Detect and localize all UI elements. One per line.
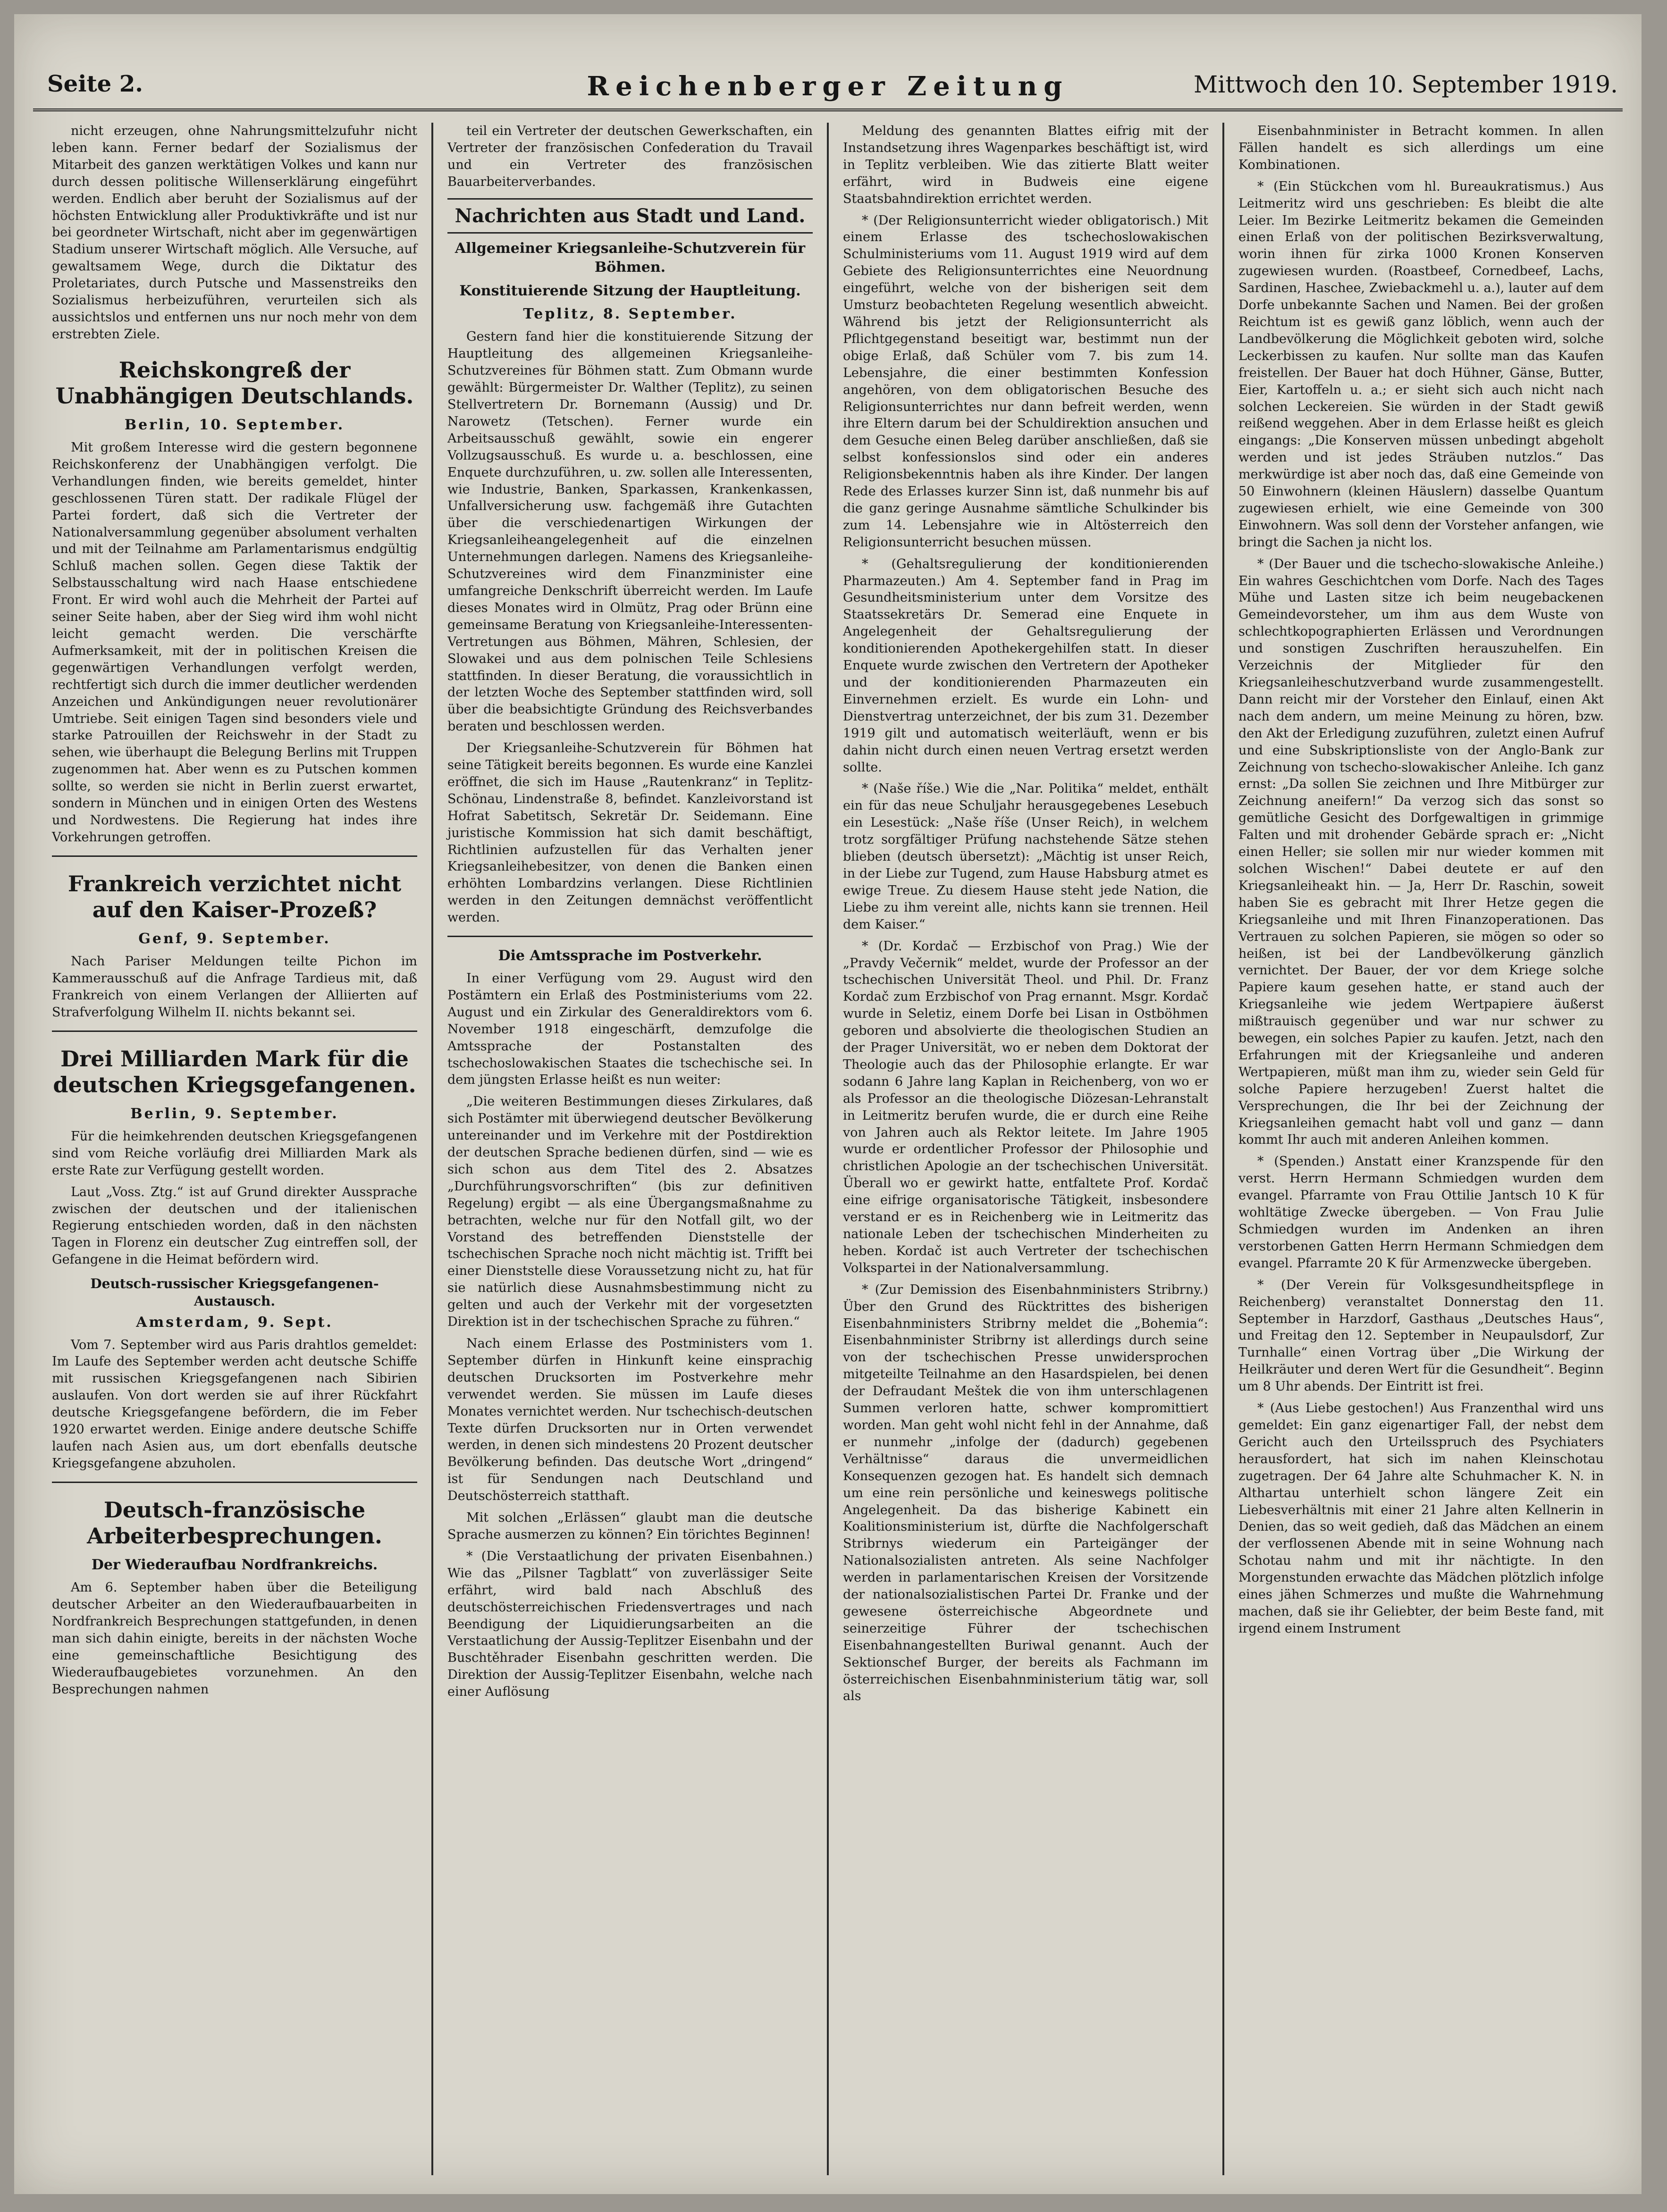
issue-date: Mittwoch den 10. September 1919. xyxy=(1194,71,1618,98)
paragraph: * (Spenden.) Anstatt einer Kranzspende für den verst. Herrn Hermann Schmiedgen wurden dem evangel. Pfarramte von Frau Ottilie Jantsch 10 K für wohltätige Zwecke übergeben. — Von Frau Julie Schmiedgen wurden im Andenken an ihren verstorbenen Gatten Herrn Hermann Schmiedgen dem evangel. Pfarramte 20 K für Armenzwecke übergeben. xyxy=(1238,1154,1604,1271)
divider xyxy=(52,855,417,857)
page-number: Seite 2. xyxy=(47,71,143,97)
column-4 xyxy=(1224,123,1618,2175)
divider xyxy=(52,1482,417,1483)
paragraph: In einer Verfügung vom 29. August wird den Postämtern ein Erlaß des Postministeriums vom 22. August und ein Zirkular des Generaldirektors vom 6. November 1918 eingeschärft, demzufolge die Amtssprache der Postanstalten des tschechoslowakischen Staates die tschechische sei. In dem jüngsten Erlasse heißt es nun weiter: xyxy=(447,971,813,1088)
paragraph: * (Naše říše.) Wie die „Nar. Politika“ meldet, enthält ein für das neue Schuljahr herausgegebenes Lesebuch ein Lesestück: „Naše říše (Unser Reich), in welchem trotz sorgfältiger Prüfung nachstehende Sätze stehen blieben (deutsch übersetzt): „Mächtig ist unser Reich, in der Liebe zur Tugend, zum Hause Habsburg atmet es ewige Treue. Zu diesem Hause steht jede Nation, die Liebe zu ihm vereint alle, nichts kann sie trennen. Heil dem Kaiser.“ xyxy=(843,781,1208,932)
article-title: Deutsch-russischer Kriegsgefangenen-Austausch. xyxy=(90,1276,379,1309)
article-dateline: Amsterdam, 9. Sept. xyxy=(136,1314,333,1331)
article-body xyxy=(52,953,417,1021)
paragraph: Vom 7. September wird aus Paris drahtlos gemeldet: Im Laufe des September werden acht deutsche Schiffe mit russischen Kriegsgefangenen nach Sibirien auslaufen. Von dort werden sie auf ihrer Rückfahrt deutsche Kriegsgefangene befördern, die im Feber 1920 erwartet werden. Einige andere deutsche Schiffe laufen nach Asien aus, um dort ebenfalls deutsche Kriegsgefangene abzuholen. xyxy=(52,1337,417,1471)
article-dateline: Teplitz, 8. September. xyxy=(523,306,737,323)
column-3 xyxy=(829,123,1224,2175)
article-title: Deutsch-französische Arbeiterbesprechungen. xyxy=(87,1497,382,1549)
paragraph: Nach einem Erlasse des Postministers vom 1. September dürfen in Hinkunft keine einsprachig deutschen Drucksorten im Postverkehre mehr verwendet werden. Sie müssen im Laufe dieses Monates vernichtet werden. Nur tschechisch-deutschen Texte dürfen Drucksorten nur in Orten verwendet werden, in denen sich mindestens 20 Prozent deutscher Bevölkerung befinden. Das deutsche Wort „dringend“ ist für Sendungen nach Deutschland und Deutschösterreich statthaft. xyxy=(447,1336,813,1504)
paragraph: * (Aus Liebe gestochen!) Aus Franzenthal wird uns gemeldet: Ein ganz eigenartiger Fall, der nebst dem Gericht auch den Urteilsspruch des Psychiaters herausfordert, hat sich im nahen Kleinschotau zugetragen. Der 64 Jahre alte Schuhmacher K. N. in Althartau unterhielt schon längere Zeit ein Liebesverhältnis mit einer 21 Jahre alten Kellnerin in Denien, das so weit gedieh, daß das Mädchen an einem der verflossenen Abende mit in seine Wohnung nach Schotau nahm und mit ihr nächtigte. In den Morgenstunden erwachte das Mädchen plötzlich infolge eines jähen Schmerzes und mußte die Wahrnehmung machen, daß sie ihr Geliebter, der beim Beste fand, mit irgend einem Instrument xyxy=(1238,1401,1604,1636)
article-body xyxy=(52,1128,417,1268)
paragraph: * (Gehaltsregulierung der konditionierenden Pharmazeuten.) Am 4. September fand in Prag im Gesundheitsministerium unter dem Vorsitze des Staatssekretärs Dr. Semerad eine Enquete in Angelegenheit der Gehaltsregulierung der konditionierenden Apothekergehilfen statt. In dieser Enquete wurde zwischen den Vertretern der Apotheker und der konditionierenden Pharmazeuten ein Einvernehmen erzielt. Es wurde ein Lohn- und Dienstvertrag unterzeichnet, der bis zum 31. Dezember 1919 gilt und automatisch weiterläuft, wenn er bis dahin nicht durch einen neuen Vertrag ersetzt werden sollte. xyxy=(843,556,1208,775)
paragraph: Meldung des genannten Blattes eifrig mit der Instandsetzung ihres Wagenparkes beschäftigt ist, wird in Teplitz verbleiben. Wie das zitierte Blatt weiter erfährt, wird in Budweis eine eigene Staatsbahndirektion errichtet werden. xyxy=(843,124,1208,206)
section-heading: Nachrichten aus Stadt und Land. xyxy=(447,198,813,234)
paragraph: * (Ein Stückchen vom hl. Bureaukratismus.) Aus Leitmeritz wird uns geschrieben: Es bleibt die alte Leier. Im Bezirke Leitmeritz bekamen die Gemeinden einen Erlaß von der politischen Bezirksverwaltung, worin ihnen für zirka 1000 Kronen Konserven zugewiesen wurden. (Roastbeef, Cornedbeef, Lachs, Sardinen, Haschee, Zwiebackmehl u. a.), lauter auf dem Dorfe unbekannte Sachen und Namen. Bei der großen Reichtum ist es gewiß ganz löblich, wenn auch der Landbevölkerung die Möglichkeit geboten wird, solche Leckerbissen zu kaufen. Nur sollte man das Kaufen freistellen. Der Bauer hat doch Hühner, Gänse, Butter, Eier, Kartoffeln u. a.; er sieht sich auch nicht nach solchen Leckereien. Sie würden in der Stadt gewiß reißend weggehen. Aber in dem Erlasse heißt es gleich eingangs: „Die Konserven müssen unbedingt abgeholt werden und ist jedes Sträuben nutzlos.“ Das merkwürdige ist aber noch das, daß eine Gemeinde von 50 Einwohnern (kleinen Häuslern) dasselbe Quantum zugewiesen erhielt, wie eine Gemeinde von 300 Einwohnern. Was soll denn der Vorsteher anfangen, wie bringt die Sachen ja nicht los. xyxy=(1238,179,1604,550)
article-body xyxy=(52,1579,417,1698)
paragraph: teil ein Vertreter der deutschen Gewerkschaften, ein Vertreter der französischen Confederation du Travail und ein Vertreter des französischen Bauarbeiterverbandes. xyxy=(447,124,813,189)
article-dateline: Berlin, 10. September. xyxy=(124,417,345,434)
paragraph: * (Der Verein für Volksgesundheitspflege in Reichenberg) veranstaltet Donnerstag den 11. September in Harzdorf, Gasthaus „Deutsches Haus“, und Freitag den 12. September in Neupaulsdorf, Zur Turnhalle“ einen Vortrag über „Die Wirkung der Heilkräuter und deren Wert für die Gesundheit“. Beginn um 8 Uhr abends. Der Eintritt ist frei. xyxy=(1238,1277,1604,1394)
article-body xyxy=(447,970,813,1701)
paragraph: nicht erzeugen, ohne Nahrungsmittelzufuhr nicht leben kann. Ferner bedarf der Sozialismus der Mitarbeit des ganzen werktätigen Volkes und kann nur durch dessen politische Willenserklärung eingeführt werden. Endlich aber beruht der Sozialismus auf der höchsten Entwicklung aller Produktivkräfte und ist nur bei geordneter Wirtschaft, nicht aber im gegenwärtigen Stadium unserer Wirtschaft möglich. Alle Versuche, auf gewaltsamem Wege, durch die Diktatur des Proletariates, durch Putsche und Massenstreiks den Sozialismus herbeizuführen, verurteilen sich als aussichtslos und entfernen uns nur noch mehr von dem erstrebten Ziele. xyxy=(52,124,417,342)
paragraph: „Die weiteren Bestimmungen dieses Zirkulares, daß sich Postämter mit überwiegend deutscher Bevölkerung untereinander und im Verkehre mit der Postdirektion der deutschen Sprache bedienen dürfen, sind — wie es sich schon aus dem Titel des 2. Absatzes „Durchführungsvorschriften“ (bis zur definitiven Regelung) ergibt — als eine Übergangsmaßnahme zu betrachten, welche nur für den Notfall gilt, wo der Vorstand des betreffenden Dienststelle der tschechischen Sprache noch nicht mächtig ist. Trifft bei einer Dienststelle diese Voraussetzung nicht zu, hat für sie natürlich diese Ausnahmsbestimmung nicht zu gelten und auch der Verkehr mit der vorgesetzten Direktion ist in der tschechischen Sprache zu führen.“ xyxy=(447,1094,813,1330)
article-body xyxy=(52,439,417,846)
article-subtitle: Konstituierende Sitzung der Hauptleitung. xyxy=(459,282,801,299)
paragraph: * (Zur Demission des Eisenbahnministers Stribrny.) Über den Grund des Rücktrittes des bisherigen Eisenbahnministers Stribrny meldet die „Bohemia“: Eisenbahnminister Stribrny ist allerdings durch seine von der tschechischen Presse unwidersprochen mitgeteilte Teilnahme an den Hasardspielen, bei denen der Defraudant Meštek die von ihm unterschlagenen Summen verloren hatte, schwer kompromittiert worden. Man geht wohl nicht fehl in der Annahme, daß er nunmehr „infolge der (dadurch) gegebenen Verhältnisse“ daraus die unvermeidlichen Konsequenzen gezogen hat. Es handelt sich demnach um eine rein persönliche und keineswegs politische Angelegenheit. Da das bisherige Kabinett ein Koalitionsministerium ist, dürfte die Nachfolgerschaft Stribrnys wiederum ein Parteigänger der Nationalsozialisten antreten. Als seine Nachfolger werden in parlamentarischen Kreisen der Vorsitzende der nationalsozialistischen Partei Dr. Franke und der gewesene österreichische Abgeordnete und seinerzeitige Führer der tschechischen Eisenbahnangestellten Buriwal genannt. Auch der Sektionschef Burger, der bereits als Fachmann im österreichischen Eisenbahnministerium tätig war, soll als xyxy=(843,1282,1208,1704)
paragraph: Nach Pariser Meldungen teilte Pichon im Kammerausschuß auf die Anfrage Tardieus mit, daß Frankreich von einem Verlangen der Alliierten auf Strafverfolgung Wilhelm II. nichts bekannt sei. xyxy=(52,954,417,1020)
paragraph: Für die heimkehrenden deutschen Kriegsgefangenen sind vom Reiche vorläufig drei Milliarden Mark als erste Rate zur Verfügung gestellt worden. xyxy=(52,1129,417,1178)
paragraph: * (Die Verstaatlichung der privaten Eisenbahnen.) Wie das „Pilsner Tagblatt“ von zuverlässiger Seite erfährt, wird bald nach Abschluß des deutschösterreichischen Friedensvertrages und nach Beendigung der Liquidierungsarbeiten an die Verstaatlichung der Aussig-Teplitzer Eisenbahn und der Buschtěhrader Eisenbahn geschritten werden. Die Direktion der Aussig-Teplitzer Eisenbahn, welche nach einer Auflösung xyxy=(447,1549,813,1700)
article-dateline: Genf, 9. September. xyxy=(138,930,331,947)
column-1 xyxy=(38,123,433,2175)
newspaper-title: Reichenberger Zeitung xyxy=(587,71,1069,102)
paragraph: Mit großem Interesse wird die gestern begonnene Reichskonferenz der Unabhängigen verfolgt. Die Verhandlungen finden, wie bereits gemeldet, hinter geschlossenen Türen statt. Der radikale Flügel der Partei fordert, daß sich die Vertreter der Nationalversammlung gegenüber absolument verhalten und mit der Teilnahme am Parlamentarismus endgültig Schluß machen sollen. Gegen diese Taktik der Selbstausschaltung wird nach Haase entschiedene Front. Er wird wohl auch die Mehrheit der Partei auf seiner Seite haben, aber der Sieg wird ihm wohl nicht leicht gemacht werden. Die verschärfte Aufmerksamkeit, mit der in politischen Kreisen die gegenwärtigen Verhandlungen verfolgt werden, rechtfertigt sich durch die immer deutlicher werdenden Anzeichen und Ankündigungen neuer revolutionärer Umtriebe. Seit einigen Tagen sind besonders viele und starke Patrouillen der Reichswehr in der Stadt zu sehen, wie überhaupt die Belegung Berlins mit Truppen zugenommen hat. Aber wenn es zu Putschen kommen sollte, so werden sie nicht in Berlin zuerst erwartet, sondern in München und in einigen Orten des Westens und Nordwestens. Die Regierung hat indes ihre Vorkehrungen getroffen. xyxy=(52,440,417,845)
article-body xyxy=(52,1337,417,1472)
paragraph: Eisenbahnminister in Betracht kommen. In allen Fällen handelt es sich allerdings um eine Kombinationen. xyxy=(1238,124,1604,172)
article-dateline: Berlin, 9. September. xyxy=(130,1106,339,1123)
newspaper-page xyxy=(14,14,1642,2194)
paragraph: Gestern fand hier die konstituierende Sitzung der Hauptleitung des allgemeinen Kriegsanleihe-Schutzvereines für Böhmen statt. Zum Obmann wurde gewählt: Bürgermeister Dr. Walther (Teplitz), zu seinen Stellvertretern Dr. Bornemann (Aussig) und Dr. Narowetz (Tetschen). Ferner wurde ein Arbeitsausschuß gewählt, sowie ein engerer Vollzugsausschuß. Es wurde u. a. beschlossen, eine Enquete durchzuführen, u. zw. sollen alle Interessenten, wie Industrie, Banken, Sparkassen, Krankenkassen, Unfallversicherung usw. fachgemäß ihre Gutachten über die verschiedenartigen Wirkungen der Kriegsanleiheangelegenheit auf die einzelnen Unternehmungen darlegen. Namens des Kriegsanleihe-Schutzvereines wird dem Finanzminister eine umfangreiche Denkschrift überreicht werden. Im Laufe dieses Monates wird in Olmütz, Prag oder Brünn eine gemeinsame Beratung von Kriegsanleihe-Interessenten-Vertretungen aus Böhmen, Mähren, Schlesien, der Slowakei und aus dem polnischen Teile Schlesiens stattfinden. In dieser Beratung, die voraussichtlich in der letzten Woche des September stattfinden wird, soll über die beabsichtigte Gründung des Reichsverbandes beraten und beschlossen werden. xyxy=(447,329,813,734)
paragraph: Der Kriegsanleihe-Schutzverein für Böhmen hat seine Tätigkeit bereits begonnen. Es wurde eine Kanzlei eröffnet, die sich im Hause „Rautenkranz“ in Teplitz-Schönau, Lindenstraße 8, befindet. Kanzleivorstand ist Hofrat Sabetitsch, Sekretär Dr. Seidemann. Eine juristische Kommission hat sich damit beschäftigt, Richtlinien aufzustellen für das Verhalten jener Kriegsanleihebesitzer, von denen die Banken einen erhöhten Lombardzins verlangen. Diese Richtlinien werden in den Zeitungen demnächst veröffentlicht werden. xyxy=(447,741,813,925)
column-2 xyxy=(433,123,829,2175)
article-body xyxy=(447,328,813,926)
col4-body xyxy=(1238,123,1604,1637)
col1-intro xyxy=(52,123,417,343)
columns xyxy=(38,123,1618,2175)
col3-body xyxy=(843,123,1208,1705)
paragraph: * (Der Bauer und die tschecho-slowakische Anleihe.) Ein wahres Geschichtchen vom Dorfe. Nach des Tages Mühe und Lasten sitze ich beim neugebackenen Gemeindevorsteher, um ihm aus dem Wuste von schlechtkopographierten Erlässen und Verordnungen und sonstigen Zuschriften herauszuhelfen. Ein Verzeichnis der Mitglieder für den Kriegsanleiheschutzverband wurde zusammengestellt. Dann reicht mir der Vorsteher den Einlauf, einen Akt nach dem andern, um meine Meinung zu hören, bzw. den Akt der Erledigung zuzuführen, zuletzt einen Aufruf und eine Subskriptionsliste von der Anglo-Bank zur Zeichnung von tschecho-slowakischer Anleihe. Ich ganz ernst: „Da sollen Sie zeichnen und Ihre Mitbürger zur Zeichnung aneifern!“ Da verzog sich das sonst so gemütliche Gesicht des Dorfgewaltigen in grimmige Falten und mit drohender Gebärde sprach er: „Nicht einen Heller; sie sollen mir nur wieder kommen mit solchen Wischen!“ Dabei deutete er auf den Kriegsanleiheakt hin. — Ja, Herr Dr. Raschin, soweit haben Sie es gebracht mit Ihrer Hetze gegen die Kriegsanleihe und mit Ihren Finanzoperationen. Das Vertrauen zu solchen Papieren, sie mögen so oder so heißen, ist bei der Landbevölkerung gänzlich vernichtet. Der Bauer, der vor dem Kriege solche Papiere kaum gesehen hatte, er stand auch der Kriegsanleihe wie jedem Wertpapiere äußerst mißtrauisch gegenüber und war nur schwer zu bewegen, ein solches Papier zu kaufen. Jetzt, nach den Erfahrungen mit der Kriegsanleihe und anderen Wertpapieren, müßt man ihm zu, wieder sein Geld für solche Papiere herzugeben! Zuerst haltet die Versprechungen, die Ihr bei der Zeichnung der Kriegsanleihen gemacht habt voll und ganz — dann kommt Ihr auch mit anderen Anleihen kommen. xyxy=(1238,556,1604,1148)
divider xyxy=(52,1031,417,1032)
article-title: Allgemeiner Kriegsanleihe-Schutzverein für Böhmen. xyxy=(455,240,806,276)
col2-intro xyxy=(447,123,813,191)
paragraph: * (Der Religionsunterricht wieder obligatorisch.) Mit einem Erlasse des tschechoslowakischen Schulministeriums vom 11. August 1919 wird auf dem Gebiete des Religionsunterrichtes eine Neuordnung eingeführt, welche von der bisherigen seit dem Umsturz beobachteten Regelung wesentlich abweicht. Während bis jetzt der Religionsunterricht als Pflichtgegenstand beseitigt war, bestimmt nun der obige Erlaß, daß Schüler vom 7. bis zum 14. Lebensjahre, die einer bestimmten Konfession angehören, von dem obligatorischen Besuche des Religionsunterrichtes nur dann befreit werden, wenn ihre Eltern darum bei der Schuldirektion ansuchen und dem Gesuche einen Beleg darüber anschließen, daß sie selbst konfessionslos sind oder ein anderes Religionsbekenntnis haben als ihre Kinder. Der langen Rede des Erlasses kurzer Sinn ist, daß nunmehr bis auf die ganz geringe Ausnahme sämtliche Schulkinder bis zum 14. Lebensjahre wie in Altösterreich den Religionsunterricht besuchen müssen. xyxy=(843,213,1208,550)
article-subtitle: Der Wiederaufbau Nordfrankreichs. xyxy=(91,1557,378,1574)
article-title: Reichskongreß der Unabhängigen Deutschlands. xyxy=(55,357,414,409)
paragraph: Am 6. September haben über die Beteiligung deutscher Arbeiter an den Wiederaufbauarbeiten in Nordfrankreich Besprechungen stattgefunden, in denen man sich dahin einigte, bereits in der nächsten Woche eine gemeinschaftliche Besichtigung des Wiederaufbaugebietes vorzunehmen. An den Besprechungen nahmen xyxy=(52,1580,417,1697)
divider xyxy=(447,936,813,937)
article-title: Frankreich verzichtet nicht auf den Kaiser-Prozeß? xyxy=(67,871,402,922)
paragraph: Mit solchen „Erlässen“ glaubt man die deutsche Sprache ausmerzen zu können? Ein törichtes Beginnen! xyxy=(447,1510,813,1542)
paragraph: Laut „Voss. Ztg.“ ist auf Grund direkter Aussprache zwischen der deutschen und der italienischen Regierung entschieden worden, daß in den nächsten Tagen in Florenz ein deutscher Zug eintreffen soll, der Gefangene in die Heimat befördern wird. xyxy=(52,1184,417,1267)
paragraph: * (Dr. Kordač — Erzbischof von Prag.) Wie der „Pravdy Večernik“ meldet, wurde der Professor an der tschechischen Universität Theol. und Phil. Dr. Franz Kordač zum Erzbischof von Prag ernannt. Msgr. Kordač wurde in Seletiz, einem Dorfe bei Lisan in Ostböhmen geboren und absolvierte die theologischen Studien an der Prager Universität, wo er neben dem Doktorat der Theologie auch das der Philosophie erlangte. Er war sodann 6 Jahre lang Kaplan in Reichenberg, von wo er als Professor an die theologische Diözesan-Lehranstalt in Leitmeritz berufen wurde, die er durch eine Reihe von Jahren auch als Rektor leitete. Im Jahre 1905 wurde er ordentlicher Professor der Philosophie und christlichen Apologie an der tschechischen Universität. Überall wo er gewirkt hatte, entfaltete Prof. Kordač eine eifrige organisatorische Tätigkeit, insbesondere verstand er es in Reichenberg wie in Leitmeritz das nationale Leben der tschechischen Minderheiten zu heben. Kordač ist auch Vertreter der tschechischen Volkspartei in der Nationalversammlung. xyxy=(843,938,1208,1275)
page-header xyxy=(33,71,1623,111)
article-title: Die Amtssprache im Postverkehr. xyxy=(498,947,762,964)
article-title: Drei Milliarden Mark für die deutschen Kriegsgefangenen. xyxy=(53,1046,416,1098)
